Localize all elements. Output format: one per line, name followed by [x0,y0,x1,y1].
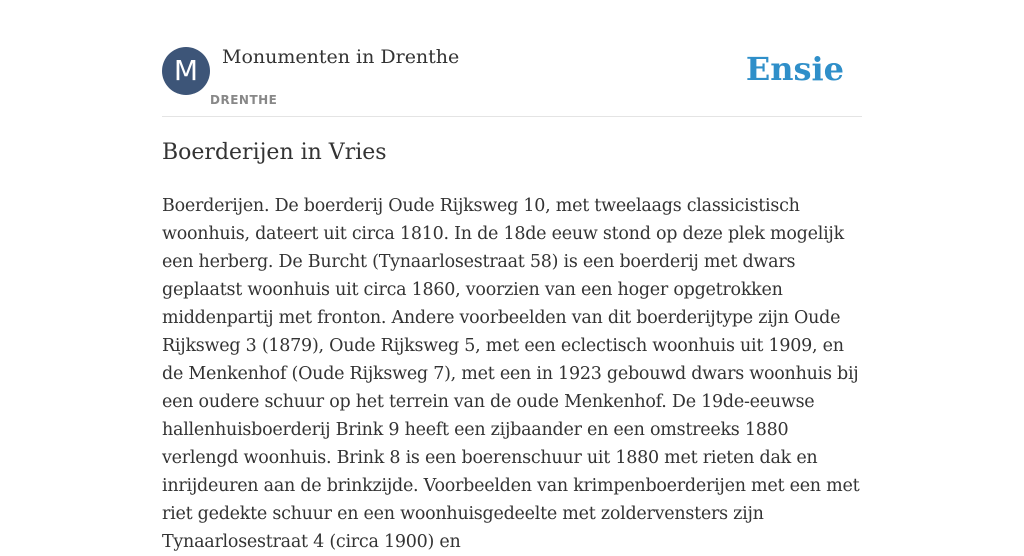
category-label[interactable]: DRENTHE [210,93,278,107]
book-title[interactable]: Monumenten in Drenthe [222,46,460,68]
header [162,0,862,117]
ensie-logo[interactable]: Ensie [745,50,844,88]
article-title: Boerderijen in Vries [162,140,387,165]
avatar[interactable]: M [162,47,210,95]
article-body: Boerderijen. De boerderij Oude Rijksweg 10, met tweelaags classicistisch woonhuis, dateert uit circa 1810. In de 18de eeuw stond op deze plek mogelijk een herberg. De Burcht (Tynaarlosestraat 58) is een boerderij met dwars geplaatst woonhuis uit circa 1860, voorzien van een hoger opgetrokken middenpartij met fronton. Andere voorbeelden van dit boerderijtype zijn Oude Rijksweg 3 (1879), Oude Rijksweg 5, met een eclectisch woonhuis uit 1909, en de Menkenhof (Oude Rijksweg 7), met een in 1923 gebouwd dwars woonhuis bij een oudere schuur op het terrein van de oude Menkenhof. De 19de-eeuwse hallenhuisboerderij Brink 9 heeft een zijbaander en een omstreeks 1880 verlengd woonhuis. Brink 8 is een boerenschuur uit 1880 met rieten dak en inrijdeuren aan de brinkzijde. Voorbeelden van krimpenboerderijen met een met riet gedekte schuur en een woonhuisgedeelte met zoldervensters zijn Tynaarlosestraat 4 (circa 1900) en [162,196,860,552]
